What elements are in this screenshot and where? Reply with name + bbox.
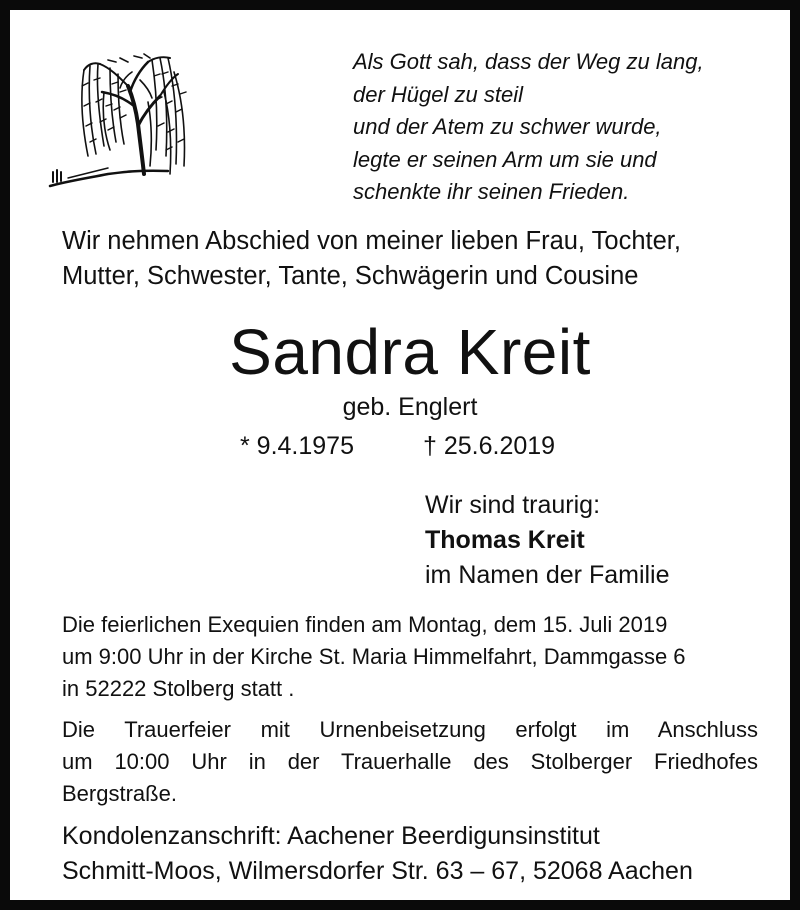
exequies-line: um 9:00 Uhr in der Kirche St. Maria Himmelfahrt, Dammgasse 6 [62,644,686,669]
condolence-line: Kondolenzanschrift: Aachener Beerdigunsinstitut [62,822,600,850]
condolence-line: Schmitt-Moos, Wilmersdorfer Str. 63 – 67, 52068 Aachen [62,857,693,885]
exequies-notice [62,609,758,705]
birth-date: * 9.4.1975 [240,432,354,460]
mourners-family: im Namen der Familie [425,561,670,589]
farewell-intro [62,224,681,294]
mourners-block [425,488,670,593]
memorial-line: Bergstraße. [62,781,177,806]
intro-line: Mutter, Schwester, Tante, Schwägerin und Cousine [62,262,639,290]
mourner-name: Thomas Kreit [425,526,585,554]
poem-line: legte er seinen Arm um sie und [353,146,657,172]
poem-line: Als Gott sah, dass der Weg zu lang, [353,49,704,74]
poem-line: schenkte ihr seinen Frieden. [353,179,630,204]
death-date: † 25.6.2019 [423,432,556,460]
birth-name: geb. Englert [342,393,478,421]
poem [353,46,704,209]
memorial-line: Die Trauerfeier mit Urnenbeisetzung erfolgt im Anschluss [62,717,758,742]
poem-line: der Hügel zu steil [353,81,523,107]
intro-line: Wir nehmen Abschied von meiner lieben Frau, Tochter, [62,227,681,255]
condolence-address [62,819,693,889]
mourners-intro: Wir sind traurig: [425,491,601,519]
exequies-line: Die feierlichen Exequien finden am Montag, dem 15. Juli 2019 [62,612,668,637]
deceased-name: Sandra Kreit [229,316,591,388]
poem-line: und der Atem zu schwer wurde, [353,114,662,139]
weeping-willow-icon [48,46,198,196]
exequies-line: in 52222 Stolberg statt . [62,676,295,701]
memorial-line: um 10:00 Uhr in der Trauerhalle des Stolberger Friedhofes [62,749,758,774]
memorial-notice [62,714,758,810]
